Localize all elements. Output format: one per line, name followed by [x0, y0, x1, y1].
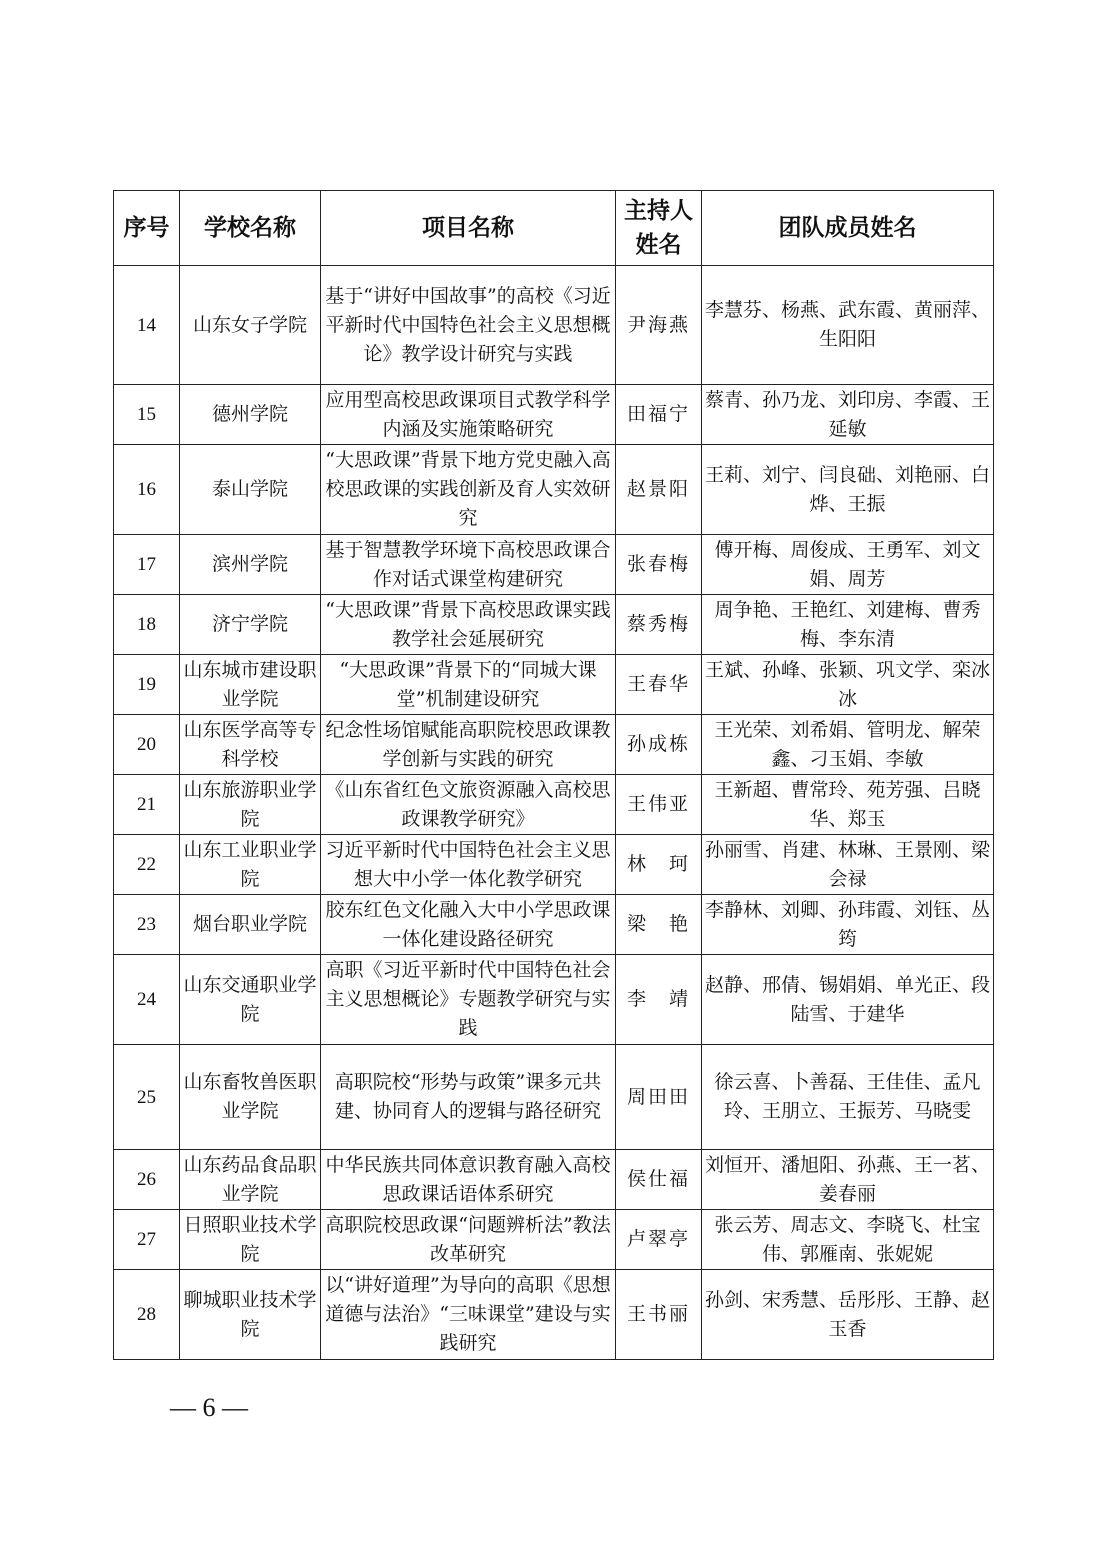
- cell-leader: 田福宁: [616, 385, 702, 445]
- table-row: [114, 1210, 994, 1270]
- cell-members: 徐云喜、卜善磊、王佳佳、孟凡玲、王朋立、王振芳、马晓雯: [702, 1045, 994, 1150]
- cell-school: 日照职业技术学院: [180, 1210, 321, 1270]
- cell-leader: 周田田: [616, 1045, 702, 1150]
- cell-school: 山东医学高等专科学校: [180, 715, 321, 775]
- cell-index: 17: [114, 535, 180, 595]
- cell-index: 28: [114, 1270, 180, 1360]
- table-body: [114, 266, 1010, 1360]
- cell-project: 基于“讲好中国故事”的高校《习近平新时代中国特色社会主义思想概论》教学设计研究与实践: [321, 266, 616, 385]
- cell-school: 山东交通职业学院: [180, 955, 321, 1045]
- header-school: 学校名称: [180, 191, 321, 266]
- header-project: 项目名称: [321, 191, 616, 266]
- cell-index: 19: [114, 655, 180, 715]
- cell-members: 周争艳、王艳红、刘建梅、曹秀梅、李东清: [702, 595, 994, 655]
- cell-members: 刘恒开、潘旭阳、孙燕、王一茗、姜春丽: [702, 1150, 994, 1210]
- cell-leader: 王书丽: [616, 1270, 702, 1360]
- cell-index: 26: [114, 1150, 180, 1210]
- cell-project: “大思政课”背景下的“同城大课堂”机制建设研究: [321, 655, 616, 715]
- cell-leader: 林 珂: [616, 835, 702, 895]
- cell-index: 23: [114, 895, 180, 955]
- table-row: [114, 1045, 994, 1150]
- cell-members: 王新超、曹常玲、苑芳强、吕晓华、郑玉: [702, 775, 994, 835]
- header-index: 序号: [114, 191, 180, 266]
- cell-school: 德州学院: [180, 385, 321, 445]
- cell-school: 山东旅游职业学院: [180, 775, 321, 835]
- header-members: 团队成员姓名: [702, 191, 994, 266]
- table-row: [114, 595, 994, 655]
- cell-members: 李慧芬、杨燕、武东霞、黄丽萍、生阳阳: [702, 266, 994, 385]
- cell-school: 泰山学院: [180, 445, 321, 535]
- cell-leader: 卢翠亭: [616, 1210, 702, 1270]
- cell-school: 烟台职业学院: [180, 895, 321, 955]
- cell-leader: 张春梅: [616, 535, 702, 595]
- cell-index: 21: [114, 775, 180, 835]
- cell-members: 赵静、邢倩、锡娟娟、单光正、段陆雪、于建华: [702, 955, 994, 1045]
- cell-members: 孙丽雪、肖建、林琳、王景刚、梁会禄: [702, 835, 994, 895]
- cell-school: 滨州学院: [180, 535, 321, 595]
- cell-members: 王斌、孙峰、张颖、巩文学、栾冰冰: [702, 655, 994, 715]
- table-row: [114, 535, 994, 595]
- cell-project: 基于智慧教学环境下高校思政课合作对话式课堂构建研究: [321, 535, 616, 595]
- cell-members: 李静林、刘卿、孙玮霞、刘钰、丛筠: [702, 895, 994, 955]
- cell-index: 18: [114, 595, 180, 655]
- table-row: [114, 385, 994, 445]
- cell-leader: 孙成栋: [616, 715, 702, 775]
- table-row: [114, 835, 994, 895]
- cell-project: 应用型高校思政课项目式教学科学内涵及实施策略研究: [321, 385, 616, 445]
- cell-leader: 蔡秀梅: [616, 595, 702, 655]
- cell-school: 山东工业职业学院: [180, 835, 321, 895]
- cell-school: 山东药品食品职业学院: [180, 1150, 321, 1210]
- cell-index: 20: [114, 715, 180, 775]
- page-number: — 6 —: [170, 1393, 248, 1422]
- cell-index: 24: [114, 955, 180, 1045]
- cell-members: 傅开梅、周俊成、王勇军、刘文娟、周芳: [702, 535, 994, 595]
- cell-project: 习近平新时代中国特色社会主义思想大中小学一体化教学研究: [321, 835, 616, 895]
- header-leader: 主持人姓名: [616, 191, 702, 266]
- cell-index: 14: [114, 266, 180, 385]
- table-row: [114, 1270, 994, 1360]
- cell-school: 聊城职业技术学院: [180, 1270, 321, 1360]
- cell-school: 山东城市建设职业学院: [180, 655, 321, 715]
- cell-project: 胶东红色文化融入大中小学思政课一体化建设路径研究: [321, 895, 616, 955]
- cell-members: 王光荣、刘希娟、管明龙、解荣鑫、刁玉娟、李敏: [702, 715, 994, 775]
- table-row: [114, 895, 994, 955]
- cell-members: 孙剑、宋秀慧、岳彤彤、王静、赵玉香: [702, 1270, 994, 1360]
- table-row: [114, 445, 994, 535]
- cell-school: 济宁学院: [180, 595, 321, 655]
- cell-leader: 王春华: [616, 655, 702, 715]
- cell-leader: 梁 艳: [616, 895, 702, 955]
- cell-project: 高职《习近平新时代中国特色社会主义思想概论》专题教学研究与实践: [321, 955, 616, 1045]
- cell-index: 22: [114, 835, 180, 895]
- cell-index: 15: [114, 385, 180, 445]
- table-header-row: [114, 191, 994, 266]
- cell-members: 蔡青、孙乃龙、刘印房、李霞、王延敏: [702, 385, 994, 445]
- table-row: [114, 715, 994, 775]
- cell-project: 《山东省红色文旅资源融入高校思政课教学研究》: [321, 775, 616, 835]
- table-row: [114, 955, 994, 1045]
- project-table: [113, 190, 1010, 1360]
- cell-school: 山东女子学院: [180, 266, 321, 385]
- cell-project: 高职院校“形势与政策”课多元共建、协同育人的逻辑与路径研究: [321, 1045, 616, 1150]
- cell-leader: 王伟亚: [616, 775, 702, 835]
- cell-project: 以“讲好道理”为导向的高职《思想道德与法治》“三味课堂”建设与实践研究: [321, 1270, 616, 1360]
- cell-school: 山东畜牧兽医职业学院: [180, 1045, 321, 1150]
- cell-project: 中华民族共同体意识教育融入高校思政课话语体系研究: [321, 1150, 616, 1210]
- cell-project: “大思政课”背景下地方党史融入高校思政课的实践创新及育人实效研究: [321, 445, 616, 535]
- cell-members: 张云芳、周志文、李晓飞、杜宝伟、郭雁南、张妮妮: [702, 1210, 994, 1270]
- table-row: [114, 775, 994, 835]
- table-row: [114, 1150, 994, 1210]
- table-row: [114, 655, 994, 715]
- cell-leader: 尹海燕: [616, 266, 702, 385]
- cell-project: 高职院校思政课“问题辨析法”教法改革研究: [321, 1210, 616, 1270]
- table-row: [114, 266, 994, 385]
- cell-index: 16: [114, 445, 180, 535]
- cell-leader: 李 靖: [616, 955, 702, 1045]
- cell-index: 25: [114, 1045, 180, 1150]
- cell-members: 王莉、刘宁、闫良础、刘艳丽、白 烨、王振: [702, 445, 994, 535]
- cell-leader: 侯仕福: [616, 1150, 702, 1210]
- cell-index: 27: [114, 1210, 180, 1270]
- cell-project: 纪念性场馆赋能高职院校思政课教学创新与实践的研究: [321, 715, 616, 775]
- cell-leader: 赵景阳: [616, 445, 702, 535]
- cell-project: “大思政课”背景下高校思政课实践教学社会延展研究: [321, 595, 616, 655]
